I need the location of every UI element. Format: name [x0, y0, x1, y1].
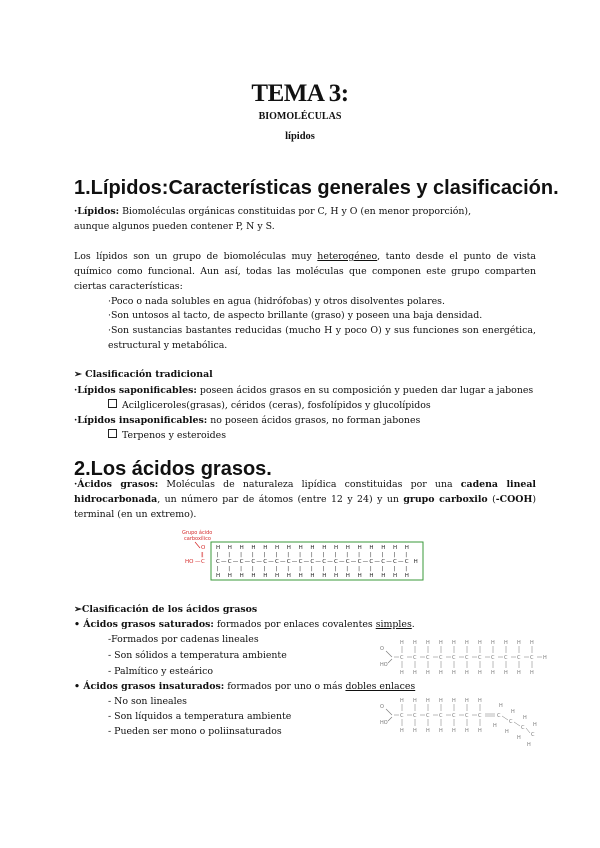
atom-label: H: [452, 728, 456, 734]
atom-label: |: [393, 566, 396, 572]
atom-label: H: [227, 573, 232, 579]
saturated-item: - Palmítico y esteárico: [108, 666, 214, 677]
atom-label: H: [505, 729, 509, 735]
atom-label: C: [426, 655, 430, 661]
bond-line: [388, 659, 392, 663]
atom-label: H: [439, 698, 443, 704]
insaponifiable-line: [74, 413, 420, 428]
atom-label: H: [263, 573, 268, 579]
atom-label: H: [530, 670, 534, 676]
atom-label: |: [287, 552, 290, 558]
saponifiable-items-text: Acilgliceroles(grasas), céridos (ceras), fosfolípidos y glucolípidos: [122, 400, 431, 411]
atom-label: H: [517, 670, 521, 676]
page-title: TEMA 3:: [251, 80, 349, 107]
unsaturated-text: formados por uno o más: [224, 681, 346, 692]
atom-label: H: [543, 655, 547, 661]
bond-line: [502, 716, 508, 720]
atom-label: H: [298, 573, 303, 579]
atom-label: H: [381, 573, 386, 579]
atom-label: C: [310, 559, 315, 565]
atom-label: C: [465, 655, 469, 661]
page-topic: lípidos: [285, 131, 315, 142]
atom-label: H: [452, 670, 456, 676]
atom-label: |: [251, 566, 254, 572]
atom-label: H: [251, 545, 256, 551]
atom-label: —: [350, 559, 357, 565]
atom-label: H: [393, 573, 398, 579]
atom-label: H: [322, 545, 327, 551]
arrow-icon: ➢: [74, 369, 86, 380]
atom-label: H: [239, 545, 244, 551]
saponifiable-label: ·Lípidos saponificables:: [74, 385, 197, 396]
insaponifiable-items: [108, 428, 226, 443]
atom-label: —: [327, 559, 333, 565]
atom-label: —: [232, 559, 239, 565]
atom-label: C: [413, 655, 417, 661]
atom-label: H: [465, 670, 469, 676]
atom-label: H: [465, 640, 469, 646]
atom-label: H: [426, 670, 430, 676]
fatty-acid-def-e: ) terminal (en un extremo).: [74, 494, 536, 520]
fatty-acid-def-bold1: cadena lineal hidrocarbonada: [74, 479, 536, 505]
atom-label: H: [530, 640, 534, 646]
atom-label: H: [517, 735, 521, 741]
atom-label: H: [334, 545, 339, 551]
atom-label: C: [322, 559, 327, 565]
checkbox-icon: [108, 429, 117, 438]
atom-label: C: [227, 559, 232, 565]
atom-label: H: [499, 703, 503, 709]
atom-label: HO: [380, 720, 388, 726]
atom-label: |: [358, 552, 360, 558]
unsaturated-underline: dobles enlaces: [345, 681, 416, 692]
atom-label: |: [228, 566, 231, 572]
atom-label: H: [263, 545, 268, 551]
unsaturated-line: [74, 679, 415, 694]
saturated-fatty-acid-structure: [378, 632, 548, 682]
atom-label: H: [439, 728, 443, 734]
atom-label: C: [521, 725, 525, 731]
atom-label: H: [426, 640, 430, 646]
atom-label: C: [439, 713, 443, 719]
atom-label: C: [334, 559, 338, 565]
atom-label: H: [334, 573, 339, 579]
atom-label: —: [374, 559, 380, 565]
hydrocarbon-chain: [216, 545, 418, 579]
atom-label: |: [369, 552, 372, 558]
saturated-label: • Ácidos grasos saturados:: [74, 619, 214, 630]
atom-label: |: [322, 566, 325, 572]
atom-label: C: [263, 559, 268, 565]
atom-label: |: [251, 552, 254, 558]
saponifiable-line: [74, 383, 533, 398]
atom-label: C: [404, 559, 409, 565]
atom-label: H: [239, 573, 244, 579]
atom-label: |: [310, 552, 313, 558]
atom-label: C: [497, 713, 501, 719]
lipid-intro-a: Los lípidos son un grupo de biomoléculas muy: [74, 251, 318, 262]
saturated-underline: simples: [375, 619, 412, 630]
atom-label: H: [322, 573, 327, 579]
classification-title: [74, 367, 213, 382]
fatty-acid-def-a: Moléculas de naturaleza lipídica constituidas por una: [158, 479, 461, 490]
atom-label: |: [393, 552, 396, 558]
atom-label: H: [478, 698, 482, 704]
bond-line: [526, 728, 530, 733]
atom-label: C: [393, 559, 397, 565]
atom-label: H: [227, 545, 232, 551]
fa-classification-title: [74, 602, 257, 617]
atom-label: H: [413, 670, 417, 676]
atom-label: H: [357, 573, 362, 579]
atom-label: C: [275, 559, 279, 565]
atom-label: C: [298, 559, 303, 565]
atom-label: H: [478, 728, 482, 734]
atom-label: —: [280, 559, 286, 565]
atom-label: C: [439, 655, 443, 661]
fatty-acid-def-bold2: grupo carboxilo: [403, 494, 488, 505]
atom-label: H: [275, 545, 280, 551]
atom-label: H: [400, 728, 404, 734]
atom-label: |: [322, 552, 325, 558]
figure-label-line1: Grupo ácido: [182, 530, 213, 536]
atom-label: C: [517, 655, 521, 661]
atom-label: C: [531, 732, 535, 738]
atom-label: H: [381, 545, 386, 551]
unsaturated-fatty-acid-structure: [378, 692, 550, 748]
atom-label: H: [527, 742, 531, 748]
bond-line: [388, 717, 392, 721]
atom-label: H: [504, 640, 508, 646]
atom-label: C: [400, 713, 404, 719]
atom-label: H: [523, 715, 527, 721]
atom-label: H: [478, 640, 482, 646]
atom-label: —: [221, 559, 227, 565]
atom-label: H: [310, 573, 315, 579]
atom-label: H: [275, 573, 280, 579]
atom-label: |: [287, 566, 290, 572]
checkbox-icon: [108, 399, 117, 408]
lipid-definition-label: ·Lípidos:: [74, 206, 120, 217]
atom-label: H: [310, 545, 315, 551]
unsaturated-item: - No son lineales: [108, 696, 187, 707]
atom-label: —: [291, 559, 298, 565]
atom-label: C: [478, 655, 482, 661]
atom-label: —: [268, 559, 274, 565]
fatty-acid-chain-figure: [180, 526, 430, 582]
carboxyl-group: [185, 545, 206, 565]
atom-label: H: [369, 573, 374, 579]
atom-label: C: [413, 713, 417, 719]
atom-label: O: [201, 545, 206, 551]
section2-heading: 2.Los ácidos grasos.: [74, 458, 272, 480]
atom-label: H: [369, 545, 374, 551]
atom-label: H: [286, 573, 291, 579]
atom-label: ‖: [201, 552, 204, 558]
atom-label: H: [491, 640, 495, 646]
atom-label: —: [339, 559, 345, 565]
atom-label: HO: [185, 559, 194, 565]
atom-label: C: [381, 559, 386, 565]
atom-label: C: [239, 559, 244, 565]
atom-label: H: [413, 559, 418, 565]
trait-item: ·Son sustancias bastantes reducidas (mucho H y poco O) y sus funciones son energética, estructural y metabólica.: [108, 325, 536, 351]
trait-item: ·Poco o nada solubles en agua (hidrófobas) y otros disolventes polares.: [108, 296, 445, 307]
fatty-acid-definition: [74, 477, 536, 522]
atom-label: C: [357, 559, 362, 565]
bond-line: [514, 722, 520, 726]
atom-label: H: [345, 545, 350, 551]
atom-label: H: [493, 723, 497, 729]
atom-label: H: [286, 545, 291, 551]
atom-label: |: [275, 552, 278, 558]
classification-title-text: Clasificación tradicional: [85, 369, 213, 380]
fatty-acid-def-c: , un número par de átomos (entre 12 y 24) y un: [157, 494, 404, 505]
atom-label: H: [404, 545, 409, 551]
atom-label: C: [509, 719, 513, 725]
atom-label: |: [228, 552, 231, 558]
atom-label: H: [426, 728, 430, 734]
atom-label: C: [530, 655, 534, 661]
atom-label: H: [400, 698, 404, 704]
unsaturated-item: - Pueden ser mono o poliinsaturados: [108, 726, 282, 737]
atom-label: —: [303, 559, 310, 565]
page-subtitle: BIOMOLÉCULAS: [258, 111, 342, 122]
fatty-acid-label: ·Ácidos grasos:: [74, 479, 159, 490]
atom-label: H: [465, 728, 469, 734]
trait-item: ·Son untosos al tacto, de aspecto brillante (graso) y poseen una baja densidad.: [108, 310, 483, 321]
atom-label: H: [345, 573, 350, 579]
saturated-line: [74, 617, 415, 632]
atom-label: |: [381, 552, 384, 558]
saturated-end: .: [411, 619, 415, 630]
lipid-definition-cont: aunque algunos pueden contener P, N y S.: [74, 221, 275, 232]
insaponifiable-items-text: Terpenos y esteroides: [122, 430, 227, 441]
saturated-item: -Formados por cadenas lineales: [108, 634, 259, 645]
atom-label: —: [398, 559, 404, 565]
atom-label: C: [345, 559, 350, 565]
atom-label: |: [216, 552, 219, 558]
atom-label: |: [216, 566, 219, 572]
atom-label: H: [517, 640, 521, 646]
atom-label: H: [400, 670, 404, 676]
insaponifiable-text: no poseen ácidos grasos, no forman jabones: [207, 415, 421, 426]
atom-label: H: [251, 573, 256, 579]
atom-label: H: [439, 670, 443, 676]
atom-label: H: [452, 640, 456, 646]
atom-label: H: [404, 573, 409, 579]
atom-label: C: [400, 655, 404, 661]
atom-label: C: [491, 655, 495, 661]
lipid-intro: [74, 249, 536, 294]
atom-label: H: [393, 545, 398, 551]
atom-label: |: [263, 552, 266, 558]
fa-classification-title-text: Clasificación de los ácidos grasos: [81, 604, 258, 615]
saturated-item: - Son sólidos a temperatura ambiente: [108, 650, 287, 661]
atom-label: |: [240, 552, 242, 558]
atom-label: O: [380, 646, 384, 652]
atom-label: |: [369, 566, 372, 572]
atom-label: H: [357, 545, 362, 551]
atom-label: H: [216, 545, 221, 551]
atom-label: |: [240, 566, 242, 572]
atom-label: C: [452, 713, 456, 719]
atom-label: C: [251, 559, 256, 565]
atom-label: H: [478, 670, 482, 676]
saponifiable-items: [108, 398, 431, 413]
figure-pointer-arrow: [195, 542, 200, 548]
atom-label: C: [426, 713, 430, 719]
atom-label: C: [286, 559, 291, 565]
bond-line: [386, 651, 392, 657]
atom-label: H: [533, 722, 537, 728]
atom-label: |: [299, 566, 301, 572]
atom-label: H: [413, 698, 417, 704]
atom-label: H: [413, 640, 417, 646]
atom-label: |: [405, 552, 408, 558]
atom-label: |: [381, 566, 384, 572]
atom-label: |: [346, 566, 349, 572]
unsaturated-label: • Ácidos grasos insaturados:: [74, 681, 225, 692]
fatty-acid-def-d: (: [487, 494, 496, 505]
atom-label: |: [358, 566, 360, 572]
atom-label: H: [465, 698, 469, 704]
atom-label: |: [275, 566, 278, 572]
atom-label: C: [478, 713, 482, 719]
atom-label: C: [201, 559, 205, 565]
atom-label: H: [491, 670, 495, 676]
atom-label: H: [400, 640, 404, 646]
lipid-intro-underline: heterogéneo: [317, 251, 378, 262]
atom-label: HO: [380, 662, 388, 668]
atom-label: |: [405, 566, 408, 572]
atom-label: —: [195, 559, 201, 565]
arrow-icon: ➢: [74, 604, 82, 615]
saturated-text: formados por enlaces covalentes: [213, 619, 376, 630]
atom-label: |: [263, 566, 266, 572]
atom-label: H: [439, 640, 443, 646]
atom-label: H: [504, 670, 508, 676]
insaponifiable-label: ·Lípidos insaponificables:: [74, 415, 208, 426]
atom-label: C: [216, 559, 220, 565]
lipid-intro-b: , tanto desde el punto de vista químico como funcional. Aun así, todas las moléculas que componen este grupo comparten ciertas características:: [74, 251, 536, 292]
bond-line: [386, 709, 392, 715]
atom-label: H: [426, 698, 430, 704]
atom-label: |: [310, 566, 313, 572]
atom-label: H: [413, 728, 417, 734]
atom-label: |: [334, 552, 337, 558]
section1-heading: 1.Lípidos:Características generales y clasificación.: [74, 177, 559, 199]
lipid-definition-text: Biomoléculas orgánicas constituidas por C, H y O (en menor proporción),: [119, 206, 472, 217]
atom-label: C: [465, 713, 469, 719]
atom-label: H: [298, 545, 303, 551]
figure-label-line2: carboxílico: [184, 536, 211, 542]
atom-label: —: [386, 559, 392, 565]
atom-label: H: [452, 698, 456, 704]
atom-label: O: [380, 704, 384, 710]
fatty-acid-def-bold3: -COOH: [495, 494, 533, 505]
unsaturated-item: - Son líquidos a temperatura ambiente: [108, 711, 292, 722]
atom-label: —: [362, 559, 369, 565]
atom-label: C: [452, 655, 456, 661]
atom-label: —: [256, 559, 262, 565]
atom-label: |: [334, 566, 337, 572]
atom-label: |: [346, 552, 349, 558]
atom-label: —: [315, 559, 321, 565]
lipid-definition: [74, 204, 471, 219]
atom-label: |: [299, 552, 301, 558]
atom-label: —: [244, 559, 251, 565]
atom-label: C: [369, 559, 374, 565]
atom-label: C: [504, 655, 508, 661]
atom-label: H: [511, 709, 515, 715]
atom-label: H: [216, 573, 221, 579]
saponifiable-text: poseen ácidos grasos en su composición y pueden dar lugar a jabones: [196, 385, 534, 396]
